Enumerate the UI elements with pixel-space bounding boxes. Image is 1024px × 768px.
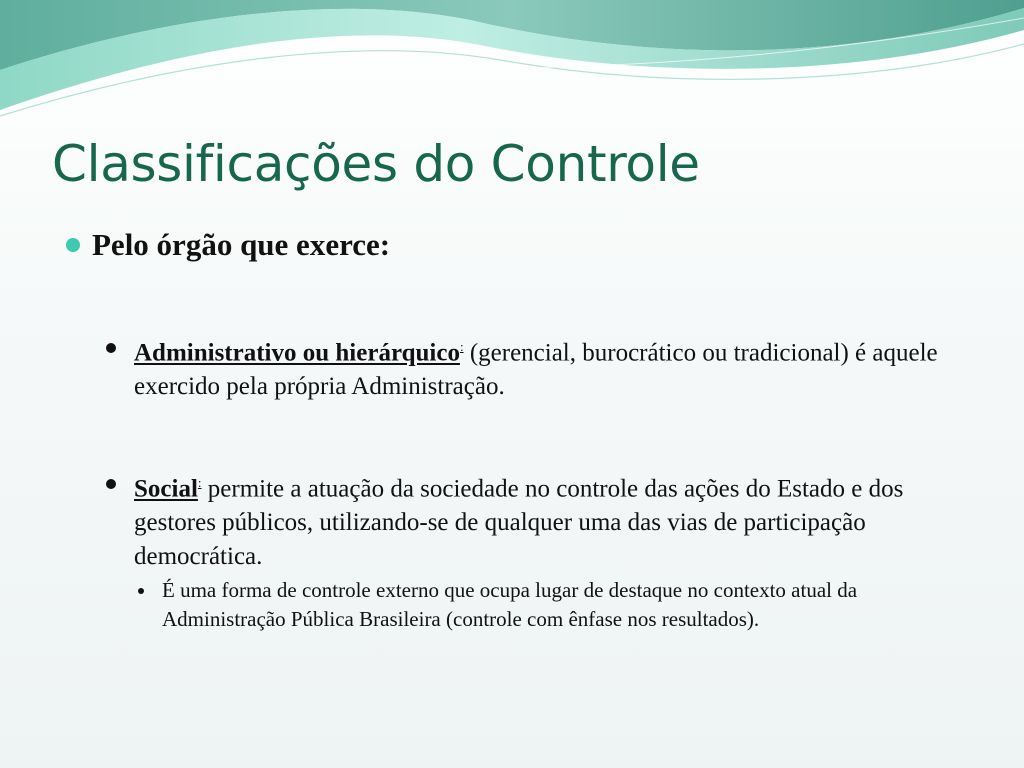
term-colon: : [197, 475, 202, 490]
term-colon: : [459, 339, 464, 354]
bullet-social [106, 466, 946, 574]
bullet-administrativo [106, 330, 946, 404]
slide-title: Classificações do Controle [52, 135, 700, 193]
bullet-dot-icon [106, 479, 116, 489]
decorative-wave-header [0, 0, 1024, 130]
term-administrativo: Administrativo ou hierárquico [134, 339, 460, 367]
bullet-dot-icon [66, 238, 80, 252]
description-administrativo: (gerencial, burocrático ou tradicional) é aquele exercido pela própria Administração. [134, 339, 938, 401]
term-social: Social [134, 475, 198, 503]
sub-bullet [138, 576, 948, 634]
main-bullet [66, 226, 390, 264]
bullet-social-text [134, 466, 946, 574]
bullet-administrativo-text [134, 330, 946, 404]
sub-bullet-text: É uma forma de controle externo que ocupa lugar de destaque no contexto atual da Administração Pública Brasileira (controle com ênfase nos resultados). [162, 578, 858, 631]
bullet-dot-icon [106, 343, 116, 353]
bullet-dot-icon [138, 588, 144, 594]
main-bullet-text: Pelo órgão que exerce: [92, 227, 391, 262]
description-social: permite a atuação da sociedade no controle das ações do Estado e dos gestores públicos, utilizando-se de qualquer uma das vias de participação democrática. [134, 475, 904, 571]
